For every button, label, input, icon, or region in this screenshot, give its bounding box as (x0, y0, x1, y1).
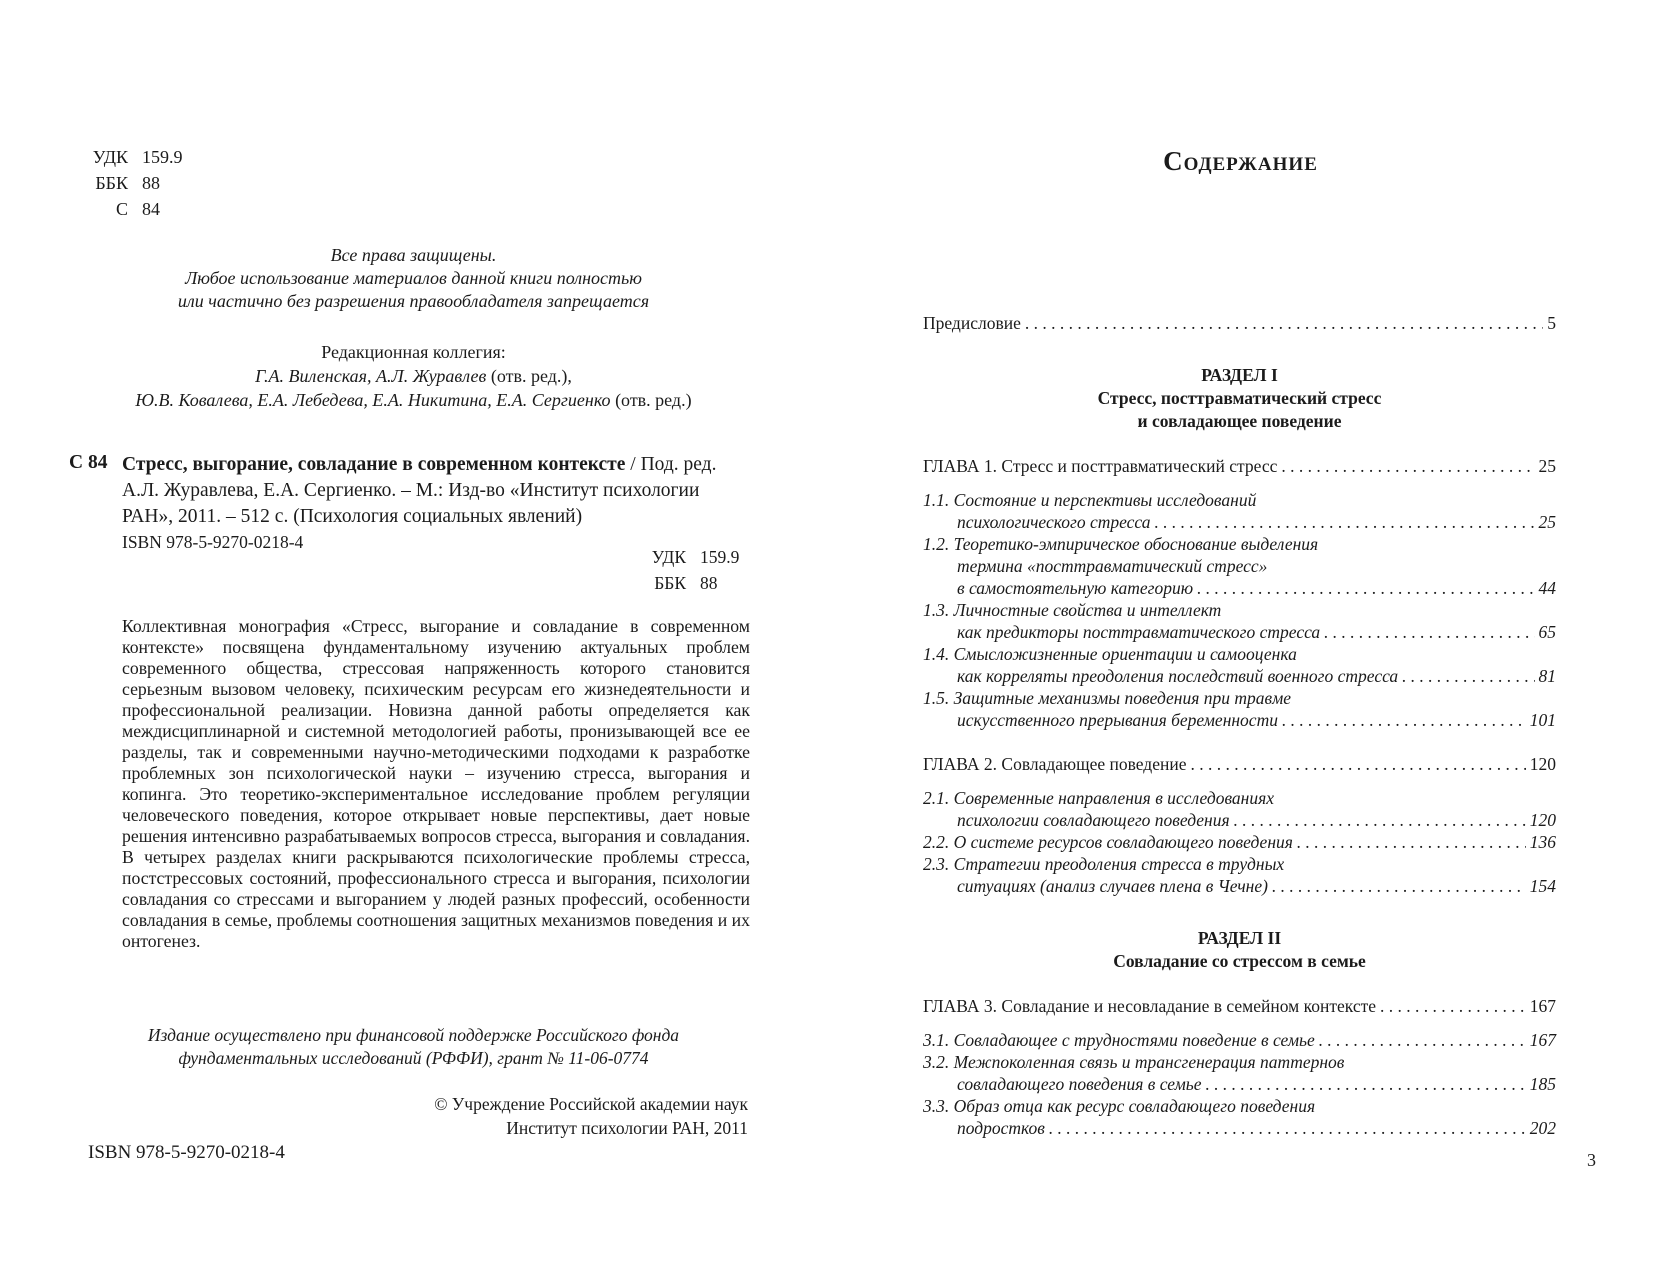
catalog-codes (646, 544, 739, 596)
toc-page: 167 (1529, 996, 1556, 1016)
toc-subentry[interactable] (923, 709, 1556, 731)
toc-page: 101 (1529, 710, 1556, 730)
toc-entry-title: как корреляты преодоления последствий военного стресса (957, 666, 1399, 686)
section-title-line: Стресс, посттравматический стресс (1097, 388, 1382, 408)
toc-page: 44 (1538, 578, 1556, 598)
page-number: 3 (1587, 1150, 1596, 1170)
dot-leader (1272, 875, 1526, 897)
spacer (923, 334, 1556, 364)
code-key: УДК (651, 547, 686, 567)
dot-leader (1402, 665, 1534, 687)
toc-page: 167 (1529, 1030, 1556, 1050)
rights-line: или частично без разрешения правообладателя запрещается (177, 291, 650, 311)
right-page (827, 0, 1654, 1270)
code-value: 159.9 (142, 147, 183, 167)
funding-note (0, 1024, 827, 1070)
dot-leader (1049, 1117, 1526, 1139)
toc-entry-title: психологического стресса (957, 512, 1151, 532)
dot-leader (1297, 831, 1526, 853)
code-value: 88 (142, 173, 160, 193)
toc-subentry-line[interactable]: 1.1. Состояние и перспективы исследований (923, 490, 1257, 510)
section-heading (923, 364, 1556, 433)
toc-entry-title: как предикторы посттравматического стресса (957, 622, 1321, 642)
editorial-board-line (0, 364, 827, 388)
toc-subentry-line[interactable]: 1.3. Личностные свойства и интеллект (923, 600, 1222, 620)
toc-entry-title: ситуациях (анализ случаев плена в Чечне) (957, 876, 1268, 896)
dot-leader (1281, 455, 1534, 477)
toc-entry-title: подростков (957, 1118, 1045, 1138)
dot-leader (1324, 621, 1534, 643)
editorial-board-line (0, 388, 827, 412)
toc-page: 25 (1538, 456, 1556, 476)
abstract: Коллективная монография «Стресс, выгорание и совладание в современном контексте» посвящена фундаментальному изучению актуальных проблем современного общества, стрессовая напряженность которого становится серьезным вызовом человеку, психическим ресурсам его жизнедеятельности и профессиональной реализации. Новизна данной работы определяется как междисциплинарной и системной методологией работы, пронизывающей все ее разделы, так и современными научно-методическими подходами к разработке проблемных зон психологической науки – изучению стресса, выгорания и копинга. Это теоретико-экспериментальное исследование проблем регуляции человеческого поведения, которое открывает новые перспективы, дает новые решения интенсивно разрабатываемых вопросов стресса, выгорания и совладания. В четырех разделах книги раскрываются психологические проблемы стресса, постстрессовых состояний, профессионального стресса и выгорания, психологии совладания со стрессами и выгоранием у людей разных профессий, особенности совладания в семье, проблемы соотношения защитных механизмов поведения и их онтогенез. (122, 616, 750, 951)
toc-entry-title: ГЛАВА 2. Совладающее поведение (923, 754, 1187, 774)
code-key: С (115, 199, 128, 219)
toc-entry-title: ГЛАВА 3. Совладание и несовладание в семейном контексте (923, 996, 1377, 1016)
toc-subentry[interactable] (923, 809, 1556, 831)
author-code (88, 196, 183, 222)
bbk-code (88, 170, 183, 196)
section-label: РАЗДЕЛ I (1201, 365, 1278, 385)
toc-subentry-line[interactable]: 2.3. Стратегии преодоления стресса в трудных (923, 854, 1285, 874)
toc-entry-title: искусственного прерывания беременности (957, 710, 1278, 730)
code-key: УДК (92, 147, 128, 167)
code-key: ББК (95, 173, 128, 193)
toc-subentry-line[interactable]: 3.3. Образ отца как ресурс совладающего поведения (923, 1096, 1316, 1116)
dot-leader (1190, 753, 1525, 775)
editor-names: Г.А. Виленская, А.Л. Журавлев (255, 366, 487, 386)
editorial-board (0, 340, 827, 412)
catalog-details: / Под. ред. А.Л. Журавлева, Е.А. Сергиенко. – М.: Изд-во «Институт психологии РАН», 2011. – 512 с. (Психология социальных явлений) (122, 454, 717, 527)
spacer (923, 1017, 1556, 1029)
spacer (923, 477, 1556, 489)
toc-page: 5 (1547, 313, 1556, 333)
toc-subentry[interactable] (923, 1117, 1556, 1139)
toc-page: 120 (1529, 810, 1556, 830)
toc-subentry[interactable] (923, 577, 1556, 599)
rights-notice (0, 244, 827, 313)
spacer (923, 973, 1556, 995)
toc-subentry-line[interactable]: 1.5. Защитные механизмы поведения при травме (923, 688, 1292, 708)
dot-leader (1197, 577, 1534, 599)
toc-entry-title: ГЛАВА 1. Стресс и посттравматический стресс (923, 456, 1278, 476)
toc-subentry-line[interactable]: 1.4. Смысложизненные ориентации и самооценка (923, 644, 1297, 664)
catalog-code: С 84 (69, 452, 108, 473)
spacer (923, 731, 1556, 753)
code-value: 84 (142, 199, 160, 219)
toc-page: 185 (1529, 1074, 1556, 1094)
bbk-code (646, 570, 739, 596)
toc-page: 81 (1538, 666, 1556, 686)
toc-subentry[interactable] (923, 621, 1556, 643)
section-label: РАЗДЕЛ II (1197, 928, 1282, 948)
toc-page: 120 (1529, 754, 1556, 774)
catalog-entry (122, 452, 752, 530)
toc-subentry-line[interactable]: 3.2. Межпоколенная связь и трансгенерация паттернов (923, 1052, 1345, 1072)
toc-subentry[interactable] (923, 1029, 1556, 1051)
funding-line: фундаментальных исследований (РФФИ), грант № 11-06-0774 (178, 1048, 649, 1068)
toc-subentry[interactable] (923, 665, 1556, 687)
toc-entry-chapter[interactable] (923, 995, 1556, 1017)
toc-entry-title: Предисловие (923, 313, 1021, 333)
toc-entry-title: 2.2. О системе ресурсов совладающего поведения (923, 832, 1293, 852)
toc-subentry[interactable] (923, 511, 1556, 533)
dot-leader (1025, 312, 1543, 334)
code-value: 88 (700, 573, 718, 593)
section-title-line: и совладающее поведение (1137, 411, 1342, 431)
copyright (300, 1092, 748, 1140)
toc-entry-title: в самостоятельную категорию (957, 578, 1194, 598)
udc-code (88, 144, 183, 170)
rights-line: Все права защищены. (330, 245, 497, 265)
code-key: ББК (654, 573, 686, 593)
book-title: Стресс, выгорание, совладание в современном контексте (122, 454, 626, 475)
toc-entry-title: психологии совладающего поведения (957, 810, 1230, 830)
toc-title: Содержание (1163, 146, 1318, 176)
rights-line: Любое использование материалов данной книги полностью (185, 268, 642, 288)
toc-subentry-line[interactable]: 2.1. Современные направления в исследованиях (923, 788, 1275, 808)
toc-entry-chapter[interactable] (923, 753, 1556, 775)
code-value: 159.9 (700, 547, 740, 567)
toc-page: 25 (1538, 512, 1556, 532)
dot-leader (1282, 709, 1526, 731)
editor-names: Ю.В. Ковалева, Е.А. Лебедева, Е.А. Никитина, Е.А. Сергиенко (135, 390, 611, 410)
toc-entry-chapter[interactable] (923, 455, 1556, 477)
funding-line: Издание осуществлено при финансовой поддержке Российского фонда (147, 1025, 680, 1045)
toc-entry-title: совладающего поведения в семье (957, 1074, 1202, 1094)
toc-entry-preface[interactable] (923, 312, 1556, 334)
udc-code (646, 544, 739, 570)
toc-page: 154 (1529, 876, 1556, 896)
toc-page: 136 (1529, 832, 1556, 852)
table-of-contents (923, 312, 1556, 1139)
dot-leader (1319, 1029, 1526, 1051)
isbn-bottom: ISBN 978-5-9270-0218-4 (88, 1142, 285, 1163)
toc-subentry-line[interactable]: термина «посттравматический стресс» (957, 556, 1268, 576)
copyright-line: Институт психологии РАН, 2011 (506, 1118, 748, 1138)
editor-note: (отв. ред.) (615, 390, 692, 410)
dot-leader (1380, 995, 1526, 1017)
catalog-isbn: ISBN 978-5-9270-0218-4 (122, 532, 304, 552)
toc-page: 202 (1529, 1118, 1556, 1138)
copyright-line: © Учреждение Российской академии наук (434, 1094, 748, 1114)
spacer (923, 775, 1556, 787)
dot-leader (1206, 1073, 1526, 1095)
classification-codes (88, 144, 183, 222)
spacer (923, 433, 1556, 455)
toc-page: 65 (1538, 622, 1556, 642)
toc-subentry-line[interactable]: 1.2. Теоретико-эмпирическое обоснование выделения (923, 534, 1319, 554)
toc-subentry[interactable] (923, 831, 1556, 853)
dot-leader (1154, 511, 1534, 533)
spacer (923, 897, 1556, 927)
toc-subentry[interactable] (923, 875, 1556, 897)
toc-subentry[interactable] (923, 1073, 1556, 1095)
toc-entry-title: 3.1. Совладающее с трудностями поведение в семье (923, 1030, 1315, 1050)
section-title-line: Совладание со стрессом в семье (1113, 951, 1366, 971)
section-heading (923, 927, 1556, 973)
editor-note: (отв. ред.), (490, 366, 572, 386)
editorial-board-title: Редакционная коллегия: (321, 342, 506, 362)
dot-leader (1234, 809, 1526, 831)
